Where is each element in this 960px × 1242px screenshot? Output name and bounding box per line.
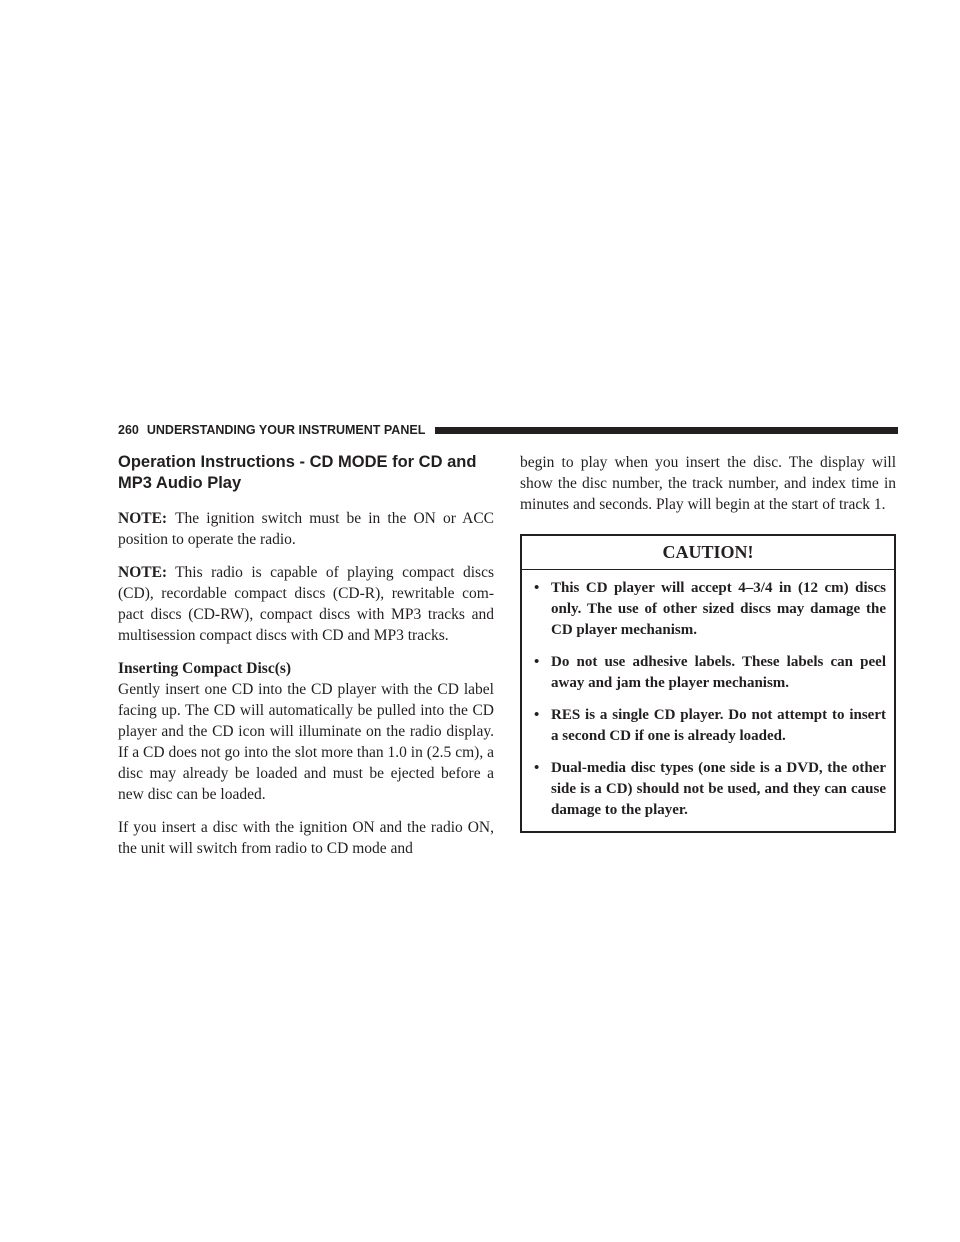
bullet-icon: • — [534, 654, 540, 670]
caution-item — [530, 758, 886, 821]
bullet-icon: • — [534, 760, 540, 776]
section-heading-line-2: MP3 Audio Play — [118, 474, 242, 492]
bullet-icon: • — [534, 580, 540, 596]
page-header — [118, 421, 898, 439]
caution-item — [530, 705, 886, 747]
note-label: NOTE: — [118, 564, 168, 581]
running-header-title: UNDERSTANDING YOUR INSTRUMENT PANEL — [146, 423, 426, 437]
caution-item-text: Do not use adhesive labels. These labels can peel away and jam the player mechanism. — [551, 654, 886, 691]
inserting-heading: Inserting Compact Disc(s) — [118, 660, 292, 677]
right-column — [520, 452, 896, 833]
left-column — [118, 452, 494, 871]
section-heading — [118, 452, 494, 494]
caution-item-text: Dual-media disc types (one side is a DVD, the other side is a CD) should not be used, and they can cause damage to the player. — [551, 760, 886, 818]
note-text: This radio is capable of playing compact discs (CD), recordable compact discs (CD-R), rewritable com-pact discs (CD-RW), compact discs with MP3 tracks and multisession compact discs with CD and MP3 tracks. — [118, 564, 494, 644]
inserting-paragraph-2: If you insert a disc with the ignition ON and the radio ON, the unit will switch from radio to CD mode and — [118, 819, 494, 857]
page-number: 260 — [118, 423, 139, 437]
note-text: The ignition switch must be in the ON or ACC position to operate the radio. — [118, 510, 494, 548]
caution-list — [522, 570, 894, 831]
note-label: NOTE: — [118, 510, 168, 527]
section-heading-line-1: Operation Instructions - CD MODE for CD and — [118, 453, 477, 471]
caution-box — [520, 534, 896, 833]
caution-item — [530, 652, 886, 694]
header-rule — [435, 427, 898, 434]
caution-item-text: RES is a single CD player. Do not attempt to insert a second CD if one is already loaded. — [551, 707, 886, 744]
note-ignition — [118, 508, 494, 550]
caution-item — [530, 578, 886, 641]
inserting-paragraph-2-continued: begin to play when you insert the disc. The display will show the disc number, the track number, and index time in minutes and seconds. Play will begin at the start of track 1. — [520, 454, 896, 513]
inserting-paragraph-1: Gently insert one CD into the CD player with the CD label facing up. The CD will automatically be pulled into the CD player and the CD icon will illuminate on the radio display. If a CD does not go into the slot more than 1.0 in (2.5 cm), a disc may already be loaded and must be ejected before a new disc can be loaded. — [118, 681, 494, 803]
note-disc-types — [118, 562, 494, 646]
bullet-icon: • — [534, 707, 540, 723]
caution-item-text: This CD player will accept 4–3/4 in (12 cm) discs only. The use of other sized discs may damage the CD player mechanism. — [551, 580, 886, 638]
caution-title: CAUTION! — [522, 536, 894, 570]
